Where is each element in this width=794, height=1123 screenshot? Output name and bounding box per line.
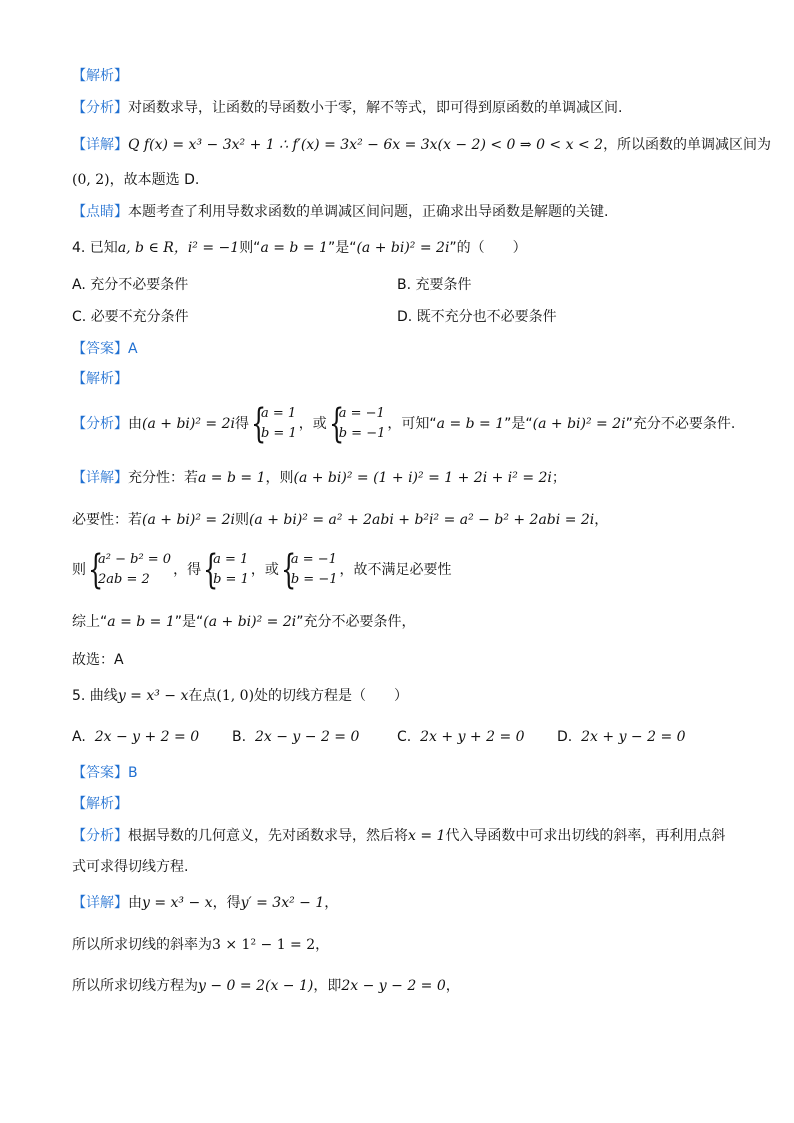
brace-glyph: { xyxy=(250,401,267,447)
q4-then xyxy=(72,547,452,594)
q4-stem-math4: (a + bi)² = 2i xyxy=(356,240,450,256)
q4-fenxi-end: ”充分不必要条件. xyxy=(625,416,736,432)
q5-stem-end: 处的切线方程是（ ） xyxy=(254,688,409,704)
q4-then-de: ，得 xyxy=(173,562,202,578)
q4-sum-math1: a = b = 1 xyxy=(107,614,175,630)
q4-sum-pre: 综上“ xyxy=(72,614,108,630)
q4-stem-math3: a = b = 1 xyxy=(260,240,328,256)
q4-option-b xyxy=(397,275,472,295)
q4-summary xyxy=(72,612,416,632)
option-label: B. xyxy=(232,729,247,745)
xiangjie-tag: 【详解】 xyxy=(72,137,128,153)
q4-sum-math2: (a + bi)² = 2i xyxy=(203,614,297,630)
q4-stem-mid: 则“ xyxy=(239,240,261,256)
q4-answer xyxy=(72,339,138,359)
q5-option-c xyxy=(397,727,525,747)
interval-math: (0, 2) xyxy=(72,172,110,188)
q5-fenxi-end: 代入导函数中可求出切线的斜率，再利用点斜 xyxy=(445,828,726,844)
q5-d3-mid: ，即 xyxy=(313,978,342,994)
q4-stem-mid2: ”是“ xyxy=(327,240,357,256)
q4-option-c xyxy=(72,307,189,327)
q4-suff-math1: a = b = 1 xyxy=(198,470,266,486)
q5-fenxi-pre: 根据导数的几何意义，先对函数求导，然后将 xyxy=(128,828,408,844)
q5-xiangjie-line3 xyxy=(72,976,460,996)
q4-jiexi xyxy=(72,369,128,389)
q4-answer-text: 【答案】A xyxy=(72,341,138,357)
system-row: b = 1 xyxy=(213,572,249,587)
q5-d3-math2: 2x − y − 2 = 0 xyxy=(341,978,446,994)
q4-sum-mid: ”是“ xyxy=(174,614,204,630)
q5-d2-math: 3 × 1² − 1 = 2 xyxy=(212,937,316,953)
q5-d3-pre: 所以所求切线方程为 xyxy=(72,978,198,994)
q4-nec-end: ， xyxy=(594,512,609,528)
q4-stem-math2: ，i² = −1 xyxy=(173,240,240,256)
dianjing-tag: 【点睛】 xyxy=(72,204,128,220)
q5-xiangjie-line2 xyxy=(72,935,329,955)
q4-fenxi-mid: ，可知“ xyxy=(387,416,437,432)
q4-suff-end: ； xyxy=(551,470,566,486)
system-row: a² − b² = 0 xyxy=(98,552,172,567)
brace-glyph: { xyxy=(203,547,219,593)
fenxi-tag: 【分析】 xyxy=(72,100,128,116)
system-row: a = −1 xyxy=(290,552,337,567)
brace-glyph: { xyxy=(328,401,344,447)
xiangjie-text: ，所以函数的单调减区间为 xyxy=(603,137,772,153)
q5-xiangjie-line1 xyxy=(72,893,338,913)
dianjing-text: 本题考查了利用导数求函数的单调减区间问题，正确求出导函数是解题的关键. xyxy=(128,204,609,220)
q5-fenxi-line1 xyxy=(72,826,725,846)
option-math: 2x + y + 2 = 0 xyxy=(420,729,525,745)
system-row: b = −1 xyxy=(290,572,338,587)
q5-fenxi-line2 xyxy=(72,857,188,877)
system-row: b = 1 xyxy=(260,426,297,441)
q5-jiexi xyxy=(72,794,128,814)
q5-stem-pre: 5. 曲线 xyxy=(72,688,118,704)
q5-d2-pre: 所以所求切线的斜率为 xyxy=(72,937,212,953)
q4-then-pre: 则 xyxy=(72,562,86,578)
q4-necessity xyxy=(72,510,608,530)
q4-fenxi-de: 得 xyxy=(234,416,249,432)
q4-fenxi-tag: 【分析】 xyxy=(72,416,128,432)
q5-answer xyxy=(72,763,138,783)
q4-fenxi-math3: (a + bi)² = 2i xyxy=(532,416,626,432)
q4-xiangjie-suff xyxy=(72,468,566,488)
q5-stem-math1: y = x³ − x xyxy=(117,688,189,704)
q4-choose-text: 故选：A xyxy=(72,652,124,668)
q4-nec-math2: (a + bi)² = a² + 2abi + b²i² = a² − b² + 2abi = 2i xyxy=(248,512,595,528)
q4-suff-mid: ，则 xyxy=(265,470,294,486)
option-label: D. xyxy=(557,729,573,745)
q5-fenxi-line2-text: 式可求得切线方程. xyxy=(72,859,189,875)
xiangjie-line-1b xyxy=(72,170,199,190)
xiangjie-cont-text: ，故本题选 D. xyxy=(109,172,200,188)
option-text: 充要条件 xyxy=(415,277,472,293)
xiangjie-line-1 xyxy=(72,135,771,155)
option-label: A. xyxy=(72,277,86,293)
option-label: A. xyxy=(72,729,86,745)
brace-glyph: { xyxy=(88,547,104,593)
jiexi-tag: 【解析】 xyxy=(72,68,128,84)
q4-jiexi-tag: 【解析】 xyxy=(72,371,128,387)
q5-d1-mid: ，得 xyxy=(212,895,241,911)
option-math: 2x − y − 2 = 0 xyxy=(254,729,360,745)
q4-stem-math1: a, b ∈ R xyxy=(117,240,174,256)
q4-then-end: ，故不满足必要性 xyxy=(339,562,452,578)
q5-fenxi-tag: 【分析】 xyxy=(72,828,128,844)
q4-then-or: ，或 xyxy=(250,562,279,578)
q4-option-a xyxy=(72,275,188,295)
q4-suff-math2: (a + bi)² = (1 + i)² = 1 + 2i + i² = 2i xyxy=(293,470,552,486)
option-label: C. xyxy=(397,729,412,745)
q4-nec-math1: (a + bi)² = 2i xyxy=(142,512,235,528)
fenxi-line-1 xyxy=(72,98,622,118)
q4-fenxi xyxy=(72,401,736,448)
q5-xiangjie-tag: 【详解】 xyxy=(72,895,128,911)
option-label: D. xyxy=(397,309,413,325)
system-row: b = −1 xyxy=(338,426,386,441)
q5-d1-math2: y′ = 3x² − 1 xyxy=(240,895,325,911)
q4-fenxi-system2 xyxy=(328,401,386,447)
system-row: a = 1 xyxy=(213,552,249,567)
q5-option-b xyxy=(232,727,359,747)
q5-d1-pre: 由 xyxy=(128,895,142,911)
jiexi-heading-1 xyxy=(72,66,128,86)
q4-xiangjie-tag: 【详解】 xyxy=(72,470,128,486)
q4-stem-pre: 4. 已知 xyxy=(72,240,118,256)
q5-d3-math1: y − 0 = 2(x − 1) xyxy=(198,978,314,994)
q4-fenxi-mid2: ”是“ xyxy=(504,416,533,432)
q5-d3-end: ， xyxy=(445,978,460,994)
option-math: 2x + y − 2 = 0 xyxy=(581,729,686,745)
q4-option-d xyxy=(397,307,557,327)
q4-then-system4 xyxy=(203,547,249,593)
q5-stem-mid: 在点 xyxy=(188,688,217,704)
q4-stem-end: ”的（ ） xyxy=(449,240,527,256)
fenxi-text: 对函数求导，让函数的导函数小于零，解不等式，即可得到原函数的单调减区间. xyxy=(128,100,623,116)
q5-d1-end: ， xyxy=(324,895,339,911)
option-text: 充分不必要条件 xyxy=(90,277,189,293)
q4-fenxi-math2: a = b = 1 xyxy=(436,416,505,432)
q4-nec-pre: 必要性：若 xyxy=(72,512,142,528)
q5-answer-text: 【答案】B xyxy=(72,765,138,781)
system-row: a = 1 xyxy=(260,406,297,421)
option-label: C. xyxy=(72,309,87,325)
option-text: 必要不充分条件 xyxy=(90,309,189,325)
q5-stem xyxy=(72,686,408,706)
q4-then-system3 xyxy=(88,547,172,593)
q4-then-system5 xyxy=(280,547,338,593)
q4-choose xyxy=(72,650,124,670)
q5-option-a xyxy=(72,727,199,747)
option-math: 2x − y + 2 = 0 xyxy=(94,729,200,745)
q5-fenxi-math: x = 1 xyxy=(408,828,446,844)
system-row: a = −1 xyxy=(338,406,385,421)
option-label: B. xyxy=(397,277,412,293)
q4-fenxi-system1 xyxy=(250,401,297,447)
brace-glyph: { xyxy=(280,547,297,593)
q4-suff-pre: 充分性：若 xyxy=(128,470,198,486)
q4-nec-mid: 则 xyxy=(234,512,249,528)
derivative-math: Q f(x) = x³ − 3x² + 1 ∴ f′(x) = 3x² − 6x = 3x(x − 2) < 0 ⇒ 0 < x < 2 xyxy=(128,137,604,153)
q4-stem xyxy=(72,238,527,258)
q5-d1-math1: y = x³ − x xyxy=(142,895,213,911)
system-row: 2ab = 2 xyxy=(98,572,150,587)
dianjing-line-1 xyxy=(72,202,608,222)
q4-fenxi-or: ，或 xyxy=(298,416,327,432)
q4-sum-end: ”充分不必要条件， xyxy=(296,614,416,630)
option-text: 既不充分也不必要条件 xyxy=(416,309,557,325)
q5-jiexi-tag: 【解析】 xyxy=(72,796,128,812)
q5-d2-end: ， xyxy=(315,937,330,953)
q4-fenxi-math1: (a + bi)² = 2i xyxy=(142,416,235,432)
q5-option-d xyxy=(557,727,686,747)
q4-fenxi-pre: 由 xyxy=(128,416,142,432)
q5-stem-math2: (1, 0) xyxy=(216,688,255,704)
